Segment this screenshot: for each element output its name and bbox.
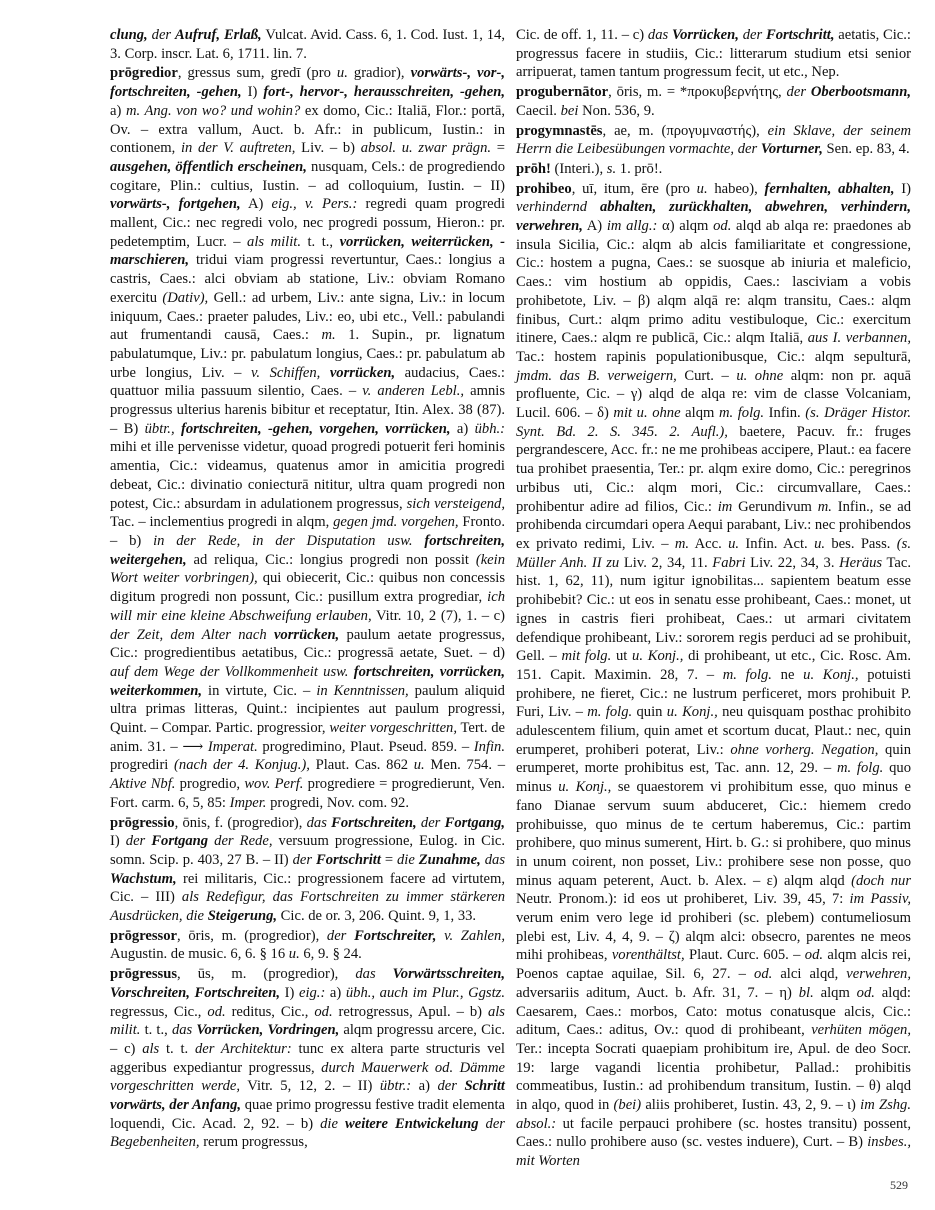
entry-progymnastes: progymnastēs, ae, m. (προγυμναστής), ein Sklave, der seinem Herrn die Leibesübungen vormachte, der Vorturner, Sen. ep. 83, 4. xyxy=(516,122,911,158)
left-column xyxy=(110,26,505,1152)
entry-progubernator: progubernātor, ōris, m. = *προκυβερνήτης, der Oberbootsmann, Caecil. bei Non. 536, 9. xyxy=(516,84,911,119)
page-number: 529 xyxy=(890,1178,908,1192)
entry-prohibeo: prohibeo, uī, itum, ēre (pro u. habeo), fernhalten, abhalten, I) verhindernd abhalten, zurückhalten, abwehren, verhindern, verwehren, A) im allg.: α) alqm od. alqd ab alqa re: praedones ab insula Sicilia, Cic.: alqm ab alcis familiaritate et congressione, Cic.: hostem a pugna, Caes.: se suosque ab iniuria et maleficio, Caes.: vim hostium ab oppidis, Caes.: lasciviam a vobis prohibetote, Liv. – β) alqm alqā re: alqm transitu, Caes.: alqm finibus, Curt.: alqm primo aditu vestibuloque, Cic.: exercitum itinere, Caes.: alqm re publicā, Cic.: alqm Italiā, aus I. verbannen, Tac.: hostem rapinis populationibusque, Cic.: alqm sepulturā, jmdm. das B. verweigern, Curt. – u. ohne alqm: non pr. aquā profluente, Cic. – γ) alqd de alqa re: vim de classe Volcaniam, Lucil. 606. – δ) mit u. ohne alqm m. folg. Infin. (s. Dräger Histor. Synt. Bd. 2. S. 345. 2. Aufl.), baetere, Pacuv. fr.: fruges pergrandescere, Acc. fr.: ne me prohibeas accipere, Plaut.: ea facere tua prohibet praesentia, Ter.: pr. alqm exire domo, Cic.: peregrinos urbibus uti, Cic.: alqm mori, Cic.: circumvallare, Caes.: prohibentur adire ad filios, Cic.: im Gerundivum m. Infin., se ad prohibenda circumdari opera Aequi parabant, Liv.: nec prohibendos ex privato redimi, Liv. – m. Acc. u. Infin. Act. u. bes. Pass. (s. Müller Anh. II zu Liv. 2, 34, 11. Fabri Liv. 22, 34, 3. Heräus Tac. hist. 1, 62, 11), num igitur ignobilitas... sapientem beatum esse prohibebit? Cic.: ut eos in senatu esse prohibeant, Caes.: monet, ut ignes in castris fieri prohibeat, Caes.: ut armari civitatem defendique prohibeant, Liv.: sororem regis perduci ad se prohibuit, Gell. – mit folg. ut u. Konj., di prohibeant, ut etc., Cic. Rosc. Am. 151. Capit. Maximin. 28, 7. – m. folg. ne u. Konj., potuisti prohibere, ne fieret, Cic.: ne lustrum perficeret, mors prohibuit P. Furi, Liv. – m. folg. quin u. Konj., neu quisquam posthac prohibito adulescentem filium, quin amet et scortum ducat, Plaut.: nec, quin erumperet, prohiberi poterat, Liv.: ohne vorherg. Negation, quin erumperet, morte prohibitus est, Tac. ann. 12, 29. – m. folg. quo minus u. Konj., se quaestorem vi prohibitum esse, quo minus e fano Dianae servum suum abduceret, Cic.: hiemem credo prohibuisse, quo minus de te certum haberemus, Cic.: partim prohibere, quo minus sumerent, Hirt. b. G.: si prohibere, quo minus in unum coirent, non posset, Liv.: prohibere sese non posse, quo minus aquam peterent, Auct. b. Alex. – ε) alqm alqd (doch nur Neutr. Pronom.): id eos ut prohiberet, Liv. 39, 45, 7: im Passiv, verum enim vero lege id prohiberi (sc. plebem) contumeliosum plebi est, Liv. 4, 4, 9. – ζ) alqm alci: obsecro, parentes ne meos mihi prohibeas, vorenthältst, Plaut. Curc. 605. – od. alqm alcis rei, Poenos captae aquilae, Sil. 6, 27. – od. alci alqd, verwehren, adversariis aditum, Auct. b. Afr. 31, 7. – η) bl. alqm od. alqd: Caesarem, Caes.: morbos, Cato: motus conatusque alcis, Cic.: aditum, Caes.: aditus, Ov.: quod di prohibeant, verhüten mögen, Ter.: incepta Socrati quaepiam prohibitum ire, Apul. de deo Socr. 19: large vagandi licentia prohibetur, Pallad.: prohibitis commeatibus, Iustin.: ad prohibendum transitum, Iustin. – θ) alqd in alqo, quod in (bei) aliis prohiberet, Iustin. 43, 2, 9. – ι) im Zshg. absol.: ut facile perpauci prohibere (sc. hostes transitu) possent, Caes.: nullo prohibere auso (sc. vestes induere), Curt. – B) insbes., mit Worten xyxy=(516,180,912,1170)
entry-proh: prōh! (Interi.), s. 1. prō!. xyxy=(516,160,663,177)
entry-progressio: prōgressio, ōnis, f. (progredior), das Fortschreiten, der Fortgang, I) der Fortgang der Rede, versuum progressione, Eulog. in Cic. somn. Scip. p. 403, 27 B. – II) der Fortschritt = die Zunahme, das Wachstum, rei militaris, Cic.: progressionem facere ad virtutem, Cic. – III) als Redefigur, das Fortschreiten zu immer stärkeren Ausdrücken, die Steigerung, Cic. de or. 3, 206. Quint. 9, 1, 33. xyxy=(110,814,506,925)
right-column xyxy=(516,26,911,1171)
entry-progressus-cont: Cic. de off. 1, 11. – c) das Vorrücken, der Fortschritt, aetatis, Cic.: progressus facere in studiis, Cic.: litterarum studium etsi senior arripuerat, tamen tantum progressum fecit, ut etc., Nep. xyxy=(516,27,911,81)
entry-progressor: prōgressor, ōris, m. (progredior), der Fortschreiter, v. Zahlen, Augustin. de music. 6, 6. § 16 u. 6, 9. § 24. xyxy=(110,927,505,963)
entry-progressus: prōgressus, ūs, m. (progredior), das Vorwärtsschreiten, Vorschreiten, Fortschreiten, I) eig.: a) übh., auch im Plur., Ggstz. regressus, Cic., od. reditus, Cic., od. retrogressus, Apul. – b) als milit. t. t., das Vorrücken, Vordringen, alqm progressu arcere, Cic. – c) als t. t. der Architektur: tunc ex altera parte structuris vel aggeribus expediantur progressus, durch Mauerwerk od. Dämme vorgeschritten werde, Vitr. 5, 12, 2. – II) übtr.: a) der Schritt vorwärts, der Anfang, quae primo progressu festive tradit elementa loquendi, Cic. Acad. 2, 92. – b) die weitere Entwickelung der Begebenheiten, rerum progressus, xyxy=(110,966,505,1151)
entry-progredior: prōgredior, gressus sum, gredī (pro u. gradior), vorwärts-, vor-, fortschreiten, -gehen, I) fort-, hervor-, herausschreiten, -gehen, a) m. Ang. von wo? und wohin? ex domo, Cic.: Italiā, Flor.: portā, Ov. – extra vallum, Auct. b. Afr.: in publicum, Iustin.: in contionem, in der V. auftreten, Liv. – b) absol. u. zwar prägn. = ausgehen, öffentlich erscheinen, nusquam, Cels.: de progrediendo cogitare, Plin.: cultius, Iustin. – ad colloquium, Iustin. – II) vorwärts-, fortgehen, A) eig., v. Pers.: regredi quam progredi mallent, Cic.: nec regredi volo, nec progredi possum, Hieron.: pr. pedetemptim, Lucr. – als milit. t. t., vorrücken, weiterrücken, -marschieren, tridui viam progressi revertuntur, Caes.: longius a castris, Caes.: alci obviam ab statione, Liv.: obviam Romano exercitu (Dativ), Gell.: ad urbem, Liv.: ante signa, Liv.: in locum iniquum, Caes.: praeter paludes, Liv.: eo, ubi etc., Vell.: pabulandi aut frumentandi causā, Caes.: m. 1. Supin., pr. lignatum pabulatumque, Liv.: pr. pabulatum longius, Caes.: pr. pabulatum ab urbe longius, Liv. – v. Schiffen, vorrücken, audacius, Caes.: quattuor milia passuum silentio, Caes. – v. anderen Lebl., amnis progressus ulterius harenis bibitur et receptatur, Itin. Alex. 38 (87). – B) übtr., fortschreiten, -gehen, vorgehen, vorrücken, a) übh.: mihi et ille pervenisse videtur, quoad progredi potuerit feri hominis amentia, Cic.: videamus, quatenus amor in amicitia progredi debeat, Cic.: divinatio coniecturā nititur, ultra quam progredi non potest, Cic.: absurdam in adulationem progressus, sich versteigend, Tac. – inclementius progredi in alqm, gegen jmd. vorgehen, Fronto. – b) in der Rede, in der Disputation usw. fortschreiten, weitergehen, ad reliqua, Cic.: longius progredi non possit (kein Wort weiter vorbringen), qui obiecerit, Cic.: quibus non concessis digitum progredi non possunt, Cic.: pusillum extra progrediar, ich will mir eine kleine Abschweifung erlauben, Vitr. 10, 2 (7), 1. – c) der Zeit, dem Alter nach vorrücken, paulum aetate progressus, Cic.: progredientibus aetatibus, Cic.: progressā aetate, Suet. – d) auf dem Wege der Vollkommenheit usw. fortschreiten, vorrücken, weiterkommen, in virtute, Cic. – in Kenntnissen, paulum aliquid ultra primas litteras, Quint.: incipientes aut paulum progressi, Quint. – Compar. Partic. progressior, weiter vorgeschritten, Tert. de anim. 31. – ⟶ Imperat. progredimino, Plaut. Pseud. 859. – Infin. progrediri (nach der 4. Konjug.), Plaut. Cas. 862 u. Men. 754. – Aktive Nbf. progredio, wov. Perf. progrediere = progredierunt, Ven. Fort. carm. 6, 5, 85: Imper. progredi, Nov. com. 92. xyxy=(110,65,506,811)
entry-clung: clung, der Aufruf, Erlaß, Vulcat. Avid. Cass. 6, 1. Cod. Iust. 1, 14, 3. Corp. inscr. Lat. 6, 1711. lin. 7. xyxy=(110,27,506,62)
